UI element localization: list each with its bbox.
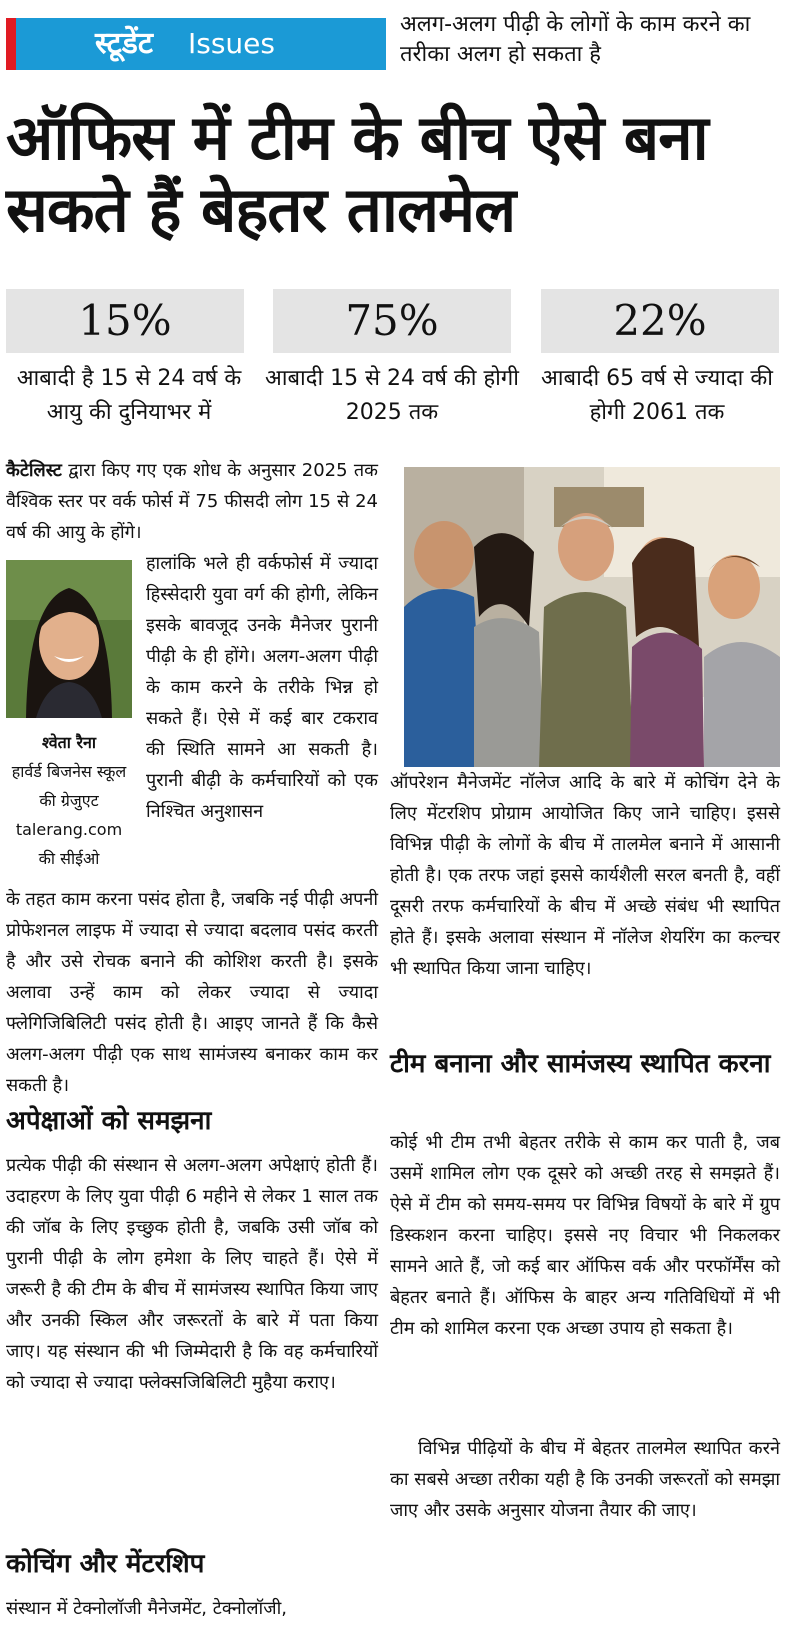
intro-text: द्वारा किए गए एक शोध के अनुसार 2025 तक वैश्विक स्तर पर वर्क फोर्स में 75 फीसदी लोग 15 से 24 वर्ष की आयु के होंगे।: [6, 460, 378, 543]
stat-caption-1: आबादी है 15 से 24 वर्ष के आयु की दुनियाभर में: [16, 366, 242, 425]
author-caption: [6, 728, 132, 873]
brand-name: स्टूडेंट: [95, 26, 153, 61]
stat-caption-3: आबादी 65 वर्ष से ज्यादा की होगी 2061 तक: [541, 366, 773, 425]
tagline: अलग-अलग पीढ़ी के लोगों के काम करने का तरीका अलग हो सकता है: [400, 12, 751, 67]
stat-value-3: 22%: [541, 289, 779, 353]
paragraph-side: हालांकि भले ही वर्कफोर्स में ज्यादा हिस्सेदारी युवा वर्ग की होगी, लेकिन इसके बावजूद उनके मैनेजर पुरानी पीढ़ी के ही होंगे। अलग-अलग पीढ़ी के काम करने के तरीके भिन्न हो सकते हैं। ऐसे में कई बार टकराव की स्थिति सामने आ सकती है। पुरानी बीढ़ी के कर्मचारियों को एक निश्चित अनुशासन: [146, 553, 378, 822]
subheading-coaching: कोचिंग और मेंटरशिप: [6, 1549, 205, 1579]
intro-source: कैटेलिस्ट: [6, 460, 62, 481]
author-line-2: talerang.com की सीईओ: [15, 820, 123, 868]
paragraph-mentorship: ऑपरेशन मैनेजमेंट नॉलेज आदि के बारे में कोचिंग देने के लिए मेंटरशिप प्रोग्राम आयोजित किए जाने चाहिए। इससे विभिन्न पीढ़ी के लोगों के बीच में तालमेल बनाने में आसानी होती है। एक तरफ जहां इससे कार्यशैली सरल बनती है, वहीं दूसरी तरफ कर्मचारियों के बीच में अच्छे संबंध भी स्थापित होते हैं। इसके अलावा संस्थान में नॉलेज शेयरिंग का कल्चर भी स्थापित किया जाना चाहिए।: [390, 772, 780, 979]
stat-value-2: 75%: [273, 289, 511, 353]
author-line-1: हार्वर्ड बिजनेस स्कूल की ग्रेजुएट: [11, 762, 127, 810]
stat-value-1: 15%: [6, 289, 244, 353]
section-name: Issues: [188, 27, 275, 60]
headline: ऑफिस में टीम के बीच ऐसे बना सकते हैं बेहतर तालमेल: [6, 101, 708, 246]
paragraph-coaching-start: संस्थान में टेक्नोलॉजी मैनेजमेंट, टेक्नोलॉजी,: [6, 1598, 287, 1619]
paragraph-expectations: प्रत्येक पीढ़ी की संस्थान से अलग-अलग अपेक्षाएं होती हैं। उदाहरण के लिए युवा पीढ़ी 6 महीने से लेकर 1 साल तक की जॉब के लिए इच्छुक होती है, जबकि उसी जॉब को पुरानी पीढ़ी के लोग हमेशा के लिए चाहते हैं। ऐसे में जरूरी है की टीम के बीच में सामंजस्य स्थापित किया जाए और उनकी स्किल और जरूरतों के बारे में पता किया जाए। यह संस्थान की भी जिम्मेदारी है कि वह कर्मचारियों को ज्यादा से ज्यादा फ्लेक्सजिबिलिटी मुहैया कराए।: [6, 1155, 378, 1393]
subheading-expectations: अपेक्षाओं को समझना: [6, 1106, 212, 1136]
banner-accent-bar: [6, 18, 16, 70]
author-photo: [6, 560, 132, 718]
team-photo: [404, 467, 780, 767]
intro-paragraph: [6, 455, 378, 548]
paragraph-1: के तहत काम करना पसंद होता है, जबकि नई पीढ़ी अपनी प्रोफेशनल लाइफ में ज्यादा से ज्यादा बदलाव पसंद करती है और उसे रोचक बनाने की कोशिश करती है। इसके अलावा उन्हें काम को लेकर ज्यादा से ज्यादा फ्लेगिजिबिलिटी पसंद होती है। आइए जानते हैं कि कैसे अलग-अलग पीढ़ी एक साथ सामंजस्य बनाकर काम कर सकती है।: [6, 889, 378, 1096]
paragraph-team-building: कोई भी टीम तभी बेहतर तरीके से काम कर पाती है, जब उसमें शामिल लोग एक दूसरे को अच्छी तरह से समझते हैं। ऐसे में टीम को समय-समय पर विभिन्न विषयों के बारे में ग्रुप डिस्कशन करना चाहिए। इससे नए विचार भी निकलकर सामने आते हैं, जो कई बार ऑफिस वर्क और परफॉर्मेंस को बेहतर बनाते हैं। ऑफिस के बाहर अन्य गतिविधियों में भी टीम को शामिल करना एक अच्छा उपाय हो सकता है।: [390, 1132, 780, 1339]
author-name: श्वेता रैना: [41, 733, 97, 752]
paragraph-conclusion: विभिन्न पीढ़ियों के बीच में बेहतर तालमेल स्थापित करने का सबसे अच्छा तरीका यही है कि उनकी जरूरतों को समझा जाए और उसके अनुसार योजना तैयार की जाए।: [390, 1438, 780, 1521]
stat-caption-2: आबादी 15 से 24 वर्ष की होगी 2025 तक: [265, 366, 519, 425]
subheading-team-building: टीम बनाना और सामंजस्य स्थापित करना: [390, 1049, 771, 1079]
